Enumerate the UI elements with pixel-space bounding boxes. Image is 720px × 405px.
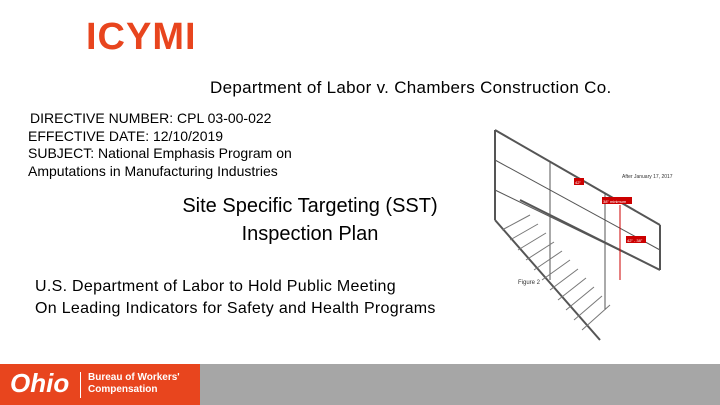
meeting-line-1: U.S. Department of Labor to Hold Public Meeting xyxy=(35,278,396,295)
subject-label: SUBJECT: xyxy=(28,145,95,161)
effective-date-label: EFFECTIVE DATE: xyxy=(28,127,150,144)
label-top: 42" xyxy=(575,180,581,185)
bureau-line-1: Bureau of Workers' xyxy=(88,372,180,383)
stair-railing-figure xyxy=(490,120,700,345)
stair-treads xyxy=(502,215,610,330)
label-mid: 38" minimum xyxy=(603,199,627,204)
meeting-announcement xyxy=(35,276,436,320)
effective-date-row xyxy=(28,128,368,146)
ohio-logo-text: Ohio xyxy=(10,368,70,398)
case-title: Department of Labor v. Chambers Construction Co. xyxy=(210,78,612,97)
directive-block xyxy=(28,110,368,180)
effective-date-value: 12/10/2019 xyxy=(152,127,224,144)
bureau-name xyxy=(88,372,180,396)
directive-number-value: CPL 03-00-022 xyxy=(177,110,272,126)
bureau-line-2: Compensation xyxy=(88,384,158,395)
directive-number-row xyxy=(28,110,368,128)
subject-value-1: National Emphasis Program on xyxy=(98,145,292,161)
stringer-back xyxy=(520,200,660,270)
footer-bar xyxy=(0,364,720,405)
sst-line-2: Inspection Plan xyxy=(241,223,379,245)
meeting-line-2: On Leading Indicators for Safety and Health Programs xyxy=(35,300,436,317)
logo-divider xyxy=(80,372,81,398)
sst-heading xyxy=(140,192,480,248)
label-low: 42" - 38" xyxy=(627,238,643,243)
subject-value-2: Amputations in Manufacturing Industries xyxy=(28,162,278,179)
bwc-logo xyxy=(0,364,200,405)
sst-line-1: Site Specific Targeting (SST) xyxy=(182,195,438,217)
after-date-label: After January 17, 2017 xyxy=(622,174,673,180)
figure-caption: Figure 2 xyxy=(518,280,541,286)
slide-title: ICYMI xyxy=(86,16,197,58)
directive-number-label: DIRECTIVE NUMBER: xyxy=(30,110,174,126)
subject-row xyxy=(28,145,368,163)
